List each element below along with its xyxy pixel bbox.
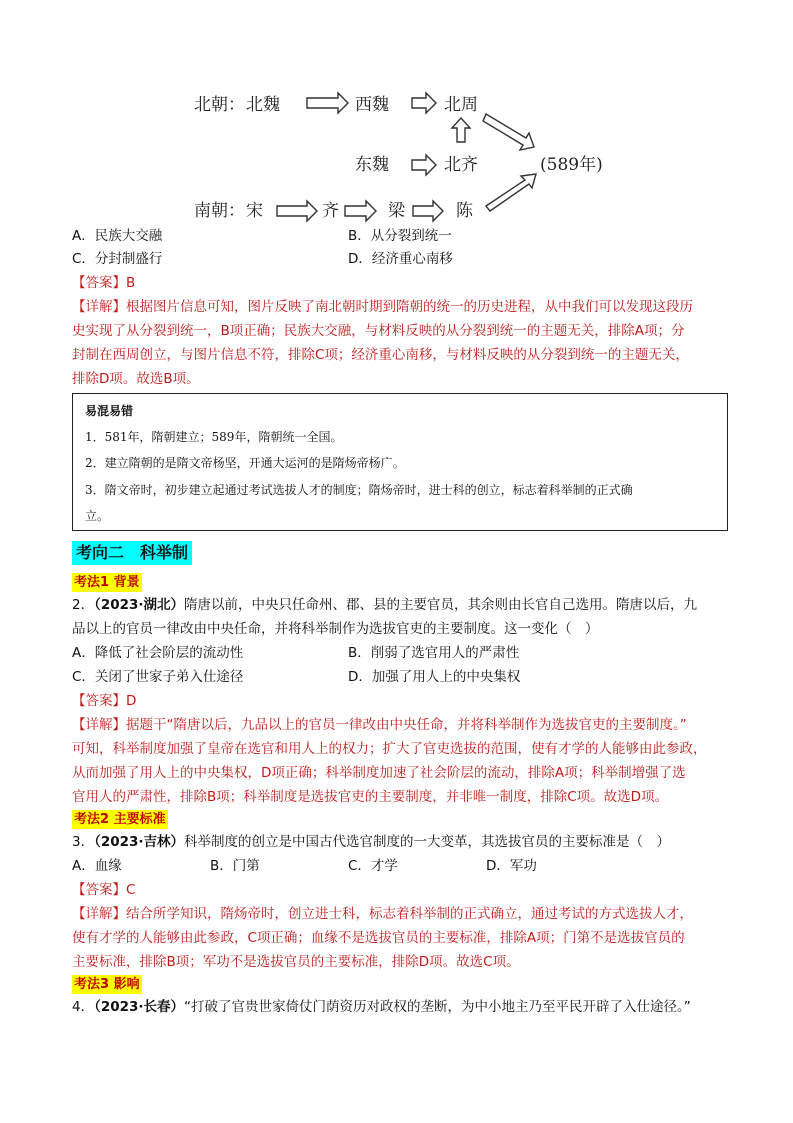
- beizhou-label: 北周: [444, 95, 478, 115]
- arrow-xiwei-beizhou: [412, 93, 436, 113]
- tip-line: 2．建立隋朝的是隋文帝杨坚，开通大运河的是隋炀帝杨广。: [85, 456, 405, 470]
- kaofa-2-label: 考法2 主要标准: [74, 812, 166, 827]
- kaofa-1-label: 考法1 背景: [74, 575, 140, 590]
- kaofa-3-label: 考法3 影响: [74, 977, 140, 992]
- arrow-beiwei-xiwei: [307, 93, 348, 113]
- answer-value: B: [126, 275, 136, 291]
- q2-option-d: D．加强了用人上的中央集权: [348, 669, 521, 685]
- q2-option-c: C．关闭了世家子弟入仕途径: [72, 669, 244, 685]
- q2-source: （2023·湖北）: [94, 597, 185, 613]
- arrow-beizhou-589: [483, 114, 534, 150]
- q3-option-b: B．门第: [210, 858, 260, 874]
- liang-label: 梁: [388, 201, 405, 221]
- section-title: 考向二 科举制: [72, 541, 192, 565]
- qi-label: 齐: [322, 201, 339, 221]
- year-589-label: (589年): [540, 155, 603, 175]
- q1-detail-line: 【详解】根据图片信息可知，图片反映了南北朝时期到隋朝的统一的历史进程，从中我们可以发现这段历: [72, 299, 693, 315]
- q2-detail-line: 从而加强了用人上的中央集权，D项正确；科举制度加速了社会阶层的流动，排除A项；科举制增强了选: [72, 765, 686, 781]
- arrow-liang-chen: [413, 201, 443, 221]
- q1-option-c: C．分封制盛行: [72, 251, 163, 267]
- q1-option-b: B．从分裂到统一: [348, 228, 452, 244]
- q4-source: （2023·长春）: [94, 999, 185, 1015]
- north-dynasty-label: 北朝：: [194, 95, 245, 115]
- q3-detail-line: 使有才学的人能够由此参政，C项正确；血缘不是选拔官员的主要标准，排除A项；门第不是选拔官员的: [72, 930, 685, 946]
- q3-answer: 【答案】C: [72, 882, 136, 898]
- arrow-beiqi-beizhou: [452, 118, 470, 142]
- q1-option-d: D．经济重心南移: [348, 251, 453, 267]
- q1-detail-line: 封制在西周创立，与图片信息不符，排除C项；经济重心南移，与材料反映的从分裂到统一的主题无关，: [72, 347, 689, 363]
- q3-option-c: C．才学: [348, 858, 398, 874]
- q2-detail-line: 官用人的严肃性，排除B项；科举制度是选拔官吏的主要制度，并非唯一制度，排除C项。故选D项。: [72, 789, 669, 805]
- tip-line: 立。: [85, 509, 110, 523]
- song-label: 宋: [246, 201, 263, 221]
- q2-detail-line: 可知，科举制度加强了皇帝在选官和用人上的权力；扩大了官吏选拔的范围，使有才学的人能够由此参政，: [72, 741, 707, 757]
- tip-line: 3．隋文帝时，初步建立起通过考试选拔人才的制度；隋炀帝时，进士科的创立，标志着科举制的正式确: [85, 483, 633, 497]
- beiwei-label: 北魏: [246, 95, 280, 115]
- q1-answer: [72, 271, 135, 295]
- xiwei-label: 西魏: [355, 95, 389, 115]
- beiqi-label: 北齐: [444, 155, 478, 175]
- q4-stem: 4．（2023·长春）“打破了官贵世家倚仗门荫资历对政权的垄断，为中小地主乃至平民开辟了入仕途径。”: [72, 999, 691, 1015]
- q3-stem: 3．（2023·吉林）科举制度的创立是中国古代选官制度的一大变革，其选拔官员的主要标准是（ ）: [72, 834, 671, 850]
- q1-option-a: A．民族大交融: [72, 228, 163, 244]
- q1-detail-line: 排除D项。故选B项。: [72, 371, 200, 387]
- tip-box: [72, 393, 728, 531]
- q2-detail-line: 【详解】据题干“隋唐以后，九品以上的官员一律改由中央任命，并将科举制作为选拔官吏的主要制度。”: [72, 717, 687, 733]
- tip-box-title: 易混易错: [85, 404, 134, 418]
- q3-option-d: D．军功: [486, 858, 537, 874]
- south-dynasty-label: 南朝：: [194, 201, 245, 221]
- dongwei-label: 东魏: [355, 155, 389, 175]
- q2-stem-line: 品以上的官员一律改由中央任命，并将科举制作为选拔官吏的主要制度。这一变化（ ）: [72, 621, 599, 637]
- q3-option-a: A．血缘: [72, 858, 122, 874]
- arrow-song-qi: [277, 201, 317, 221]
- q2-answer: 【答案】D: [72, 693, 137, 709]
- q3-detail-line: 主要标准，排除B项；军功不是选拔官员的主要标准，排除D项。故选C项。: [72, 954, 520, 970]
- q3-detail-line: 【详解】结合所学知识，隋炀帝时，创立进士科，标志着科举制的正式确立，通过考试的方式选拔人才，: [72, 906, 693, 922]
- q2-option-a: A．降低了社会阶层的流动性: [72, 645, 244, 661]
- detail-label: 【详解】: [72, 299, 126, 315]
- q3-source: （2023·吉林）: [94, 834, 185, 850]
- tip-line: 1．581年，隋朝建立；589年，隋朝统一全国。: [85, 430, 343, 444]
- arrow-qi-liang: [345, 201, 376, 221]
- arrow-dongwei-beiqi: [412, 155, 436, 175]
- q2-stem: 2．（2023·湖北）隋唐以前，中央只任命州、郡、县的主要官员，其余则由长官自己选用。隋唐以后，九: [72, 597, 698, 613]
- chen-label: 陈: [456, 201, 473, 221]
- answer-label: 【答案】: [72, 275, 126, 291]
- q1-detail-line: 史实现了从分裂到统一，B项正确；民族大交融，与材料反映的从分裂到统一的主题无关，排除A项；分: [72, 323, 685, 339]
- history-flow-diagram: [180, 80, 620, 230]
- arrow-chen-589: [486, 174, 536, 211]
- q2-option-b: B．削弱了选官用人的严肃性: [348, 645, 520, 661]
